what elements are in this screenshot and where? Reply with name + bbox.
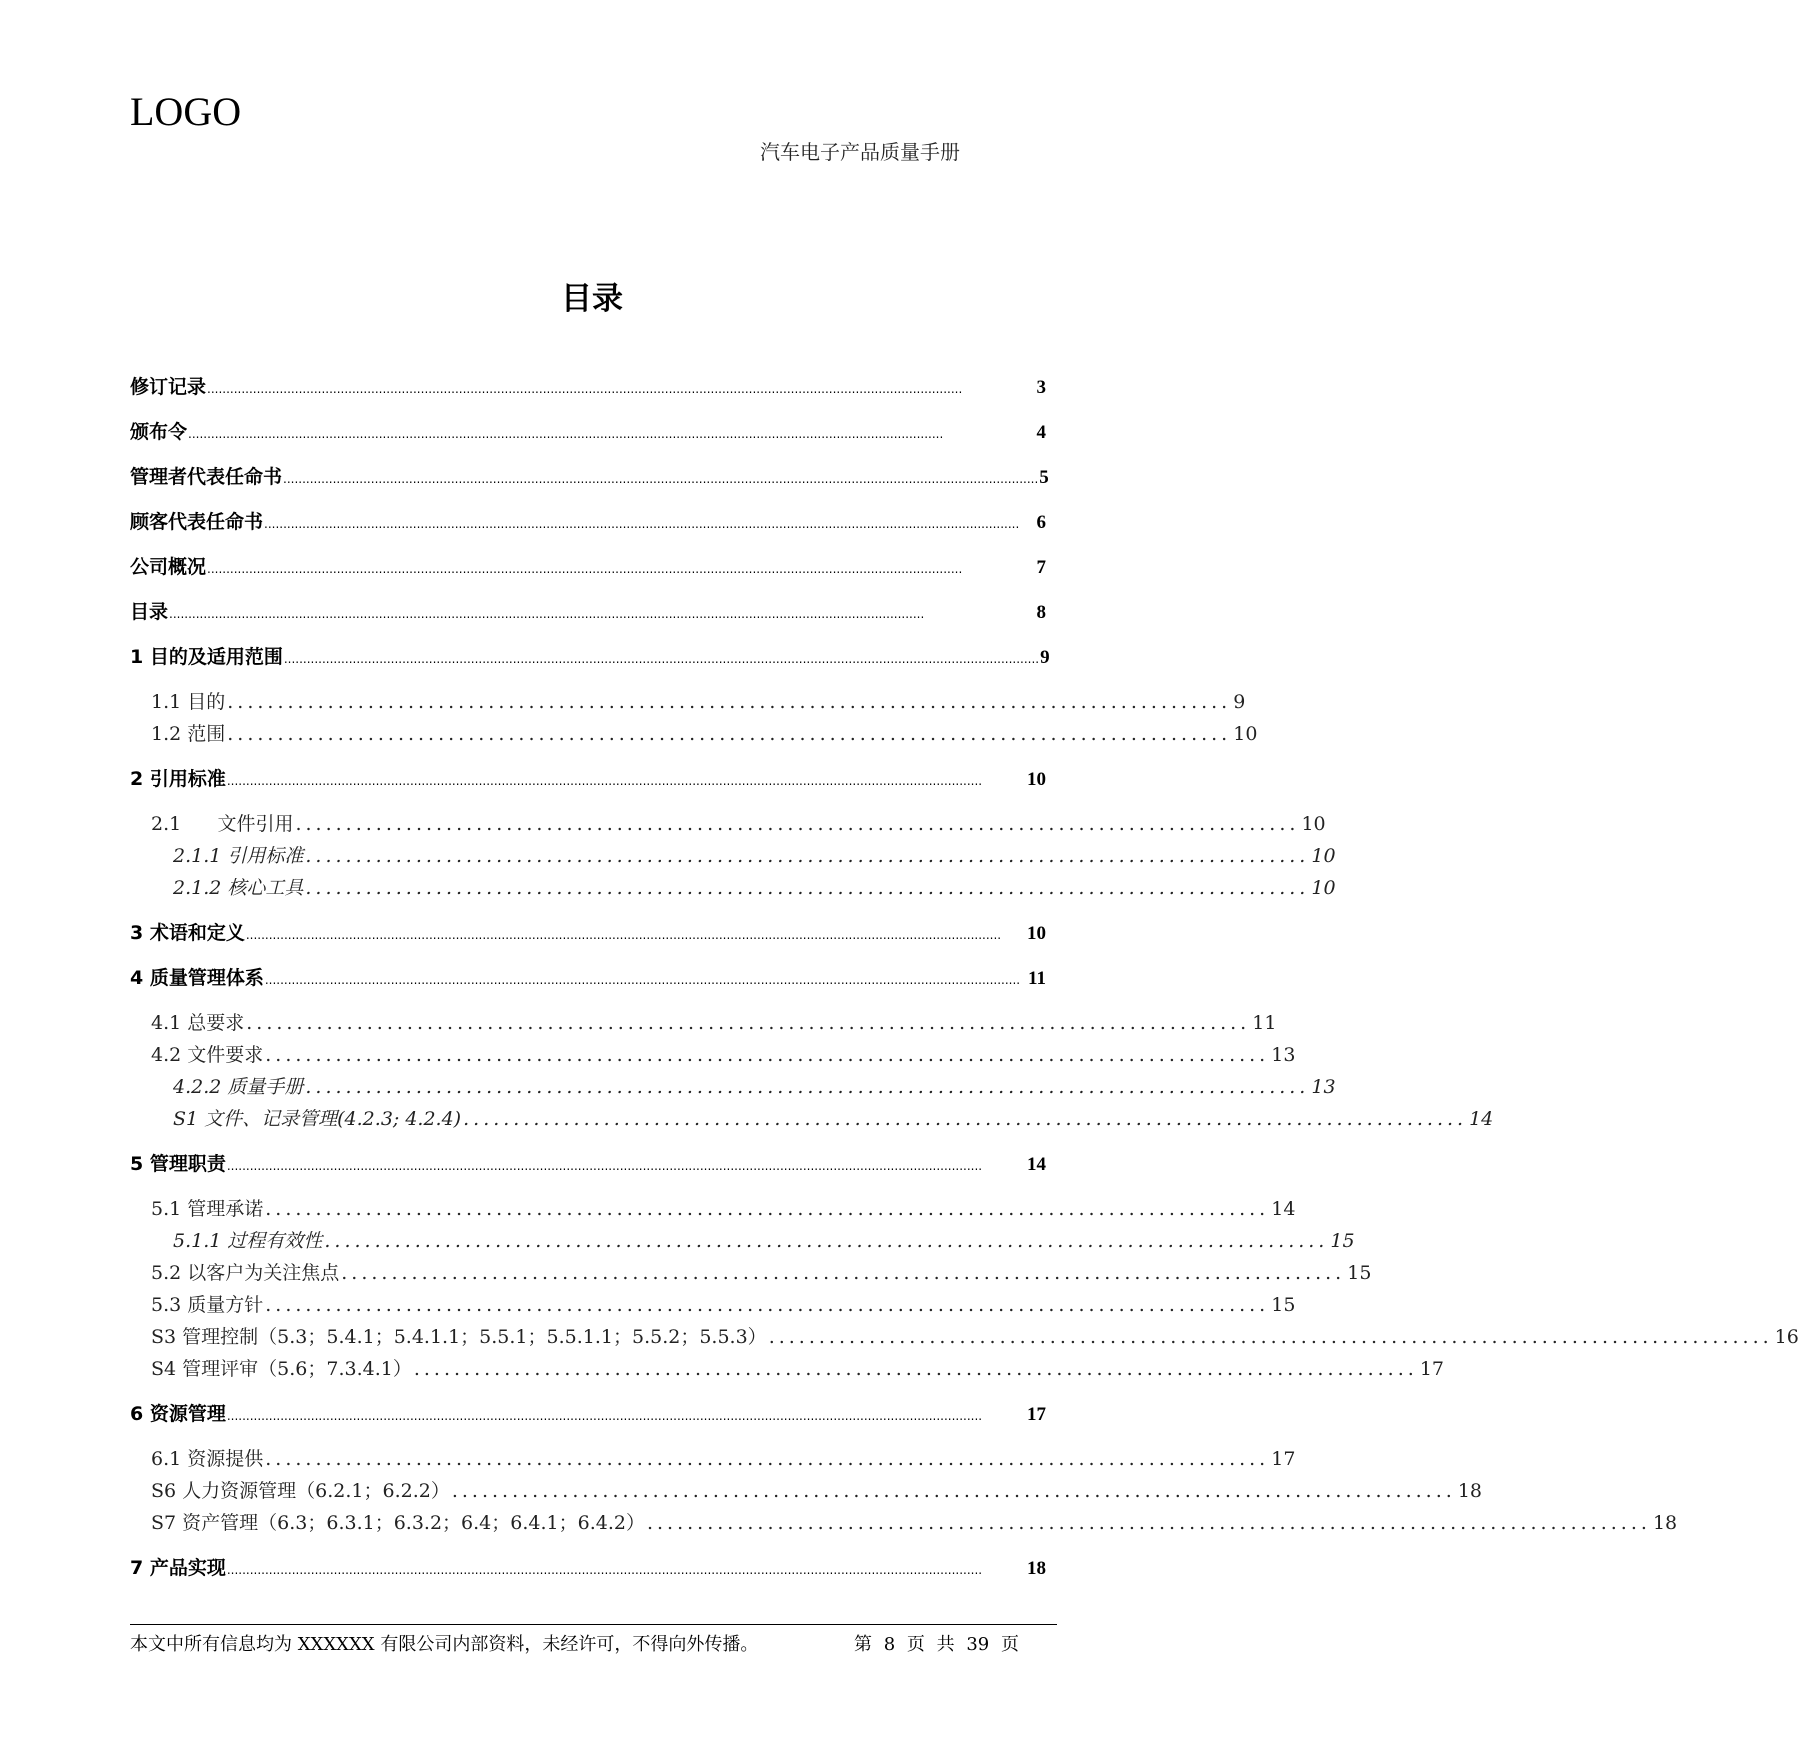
toc-entry[interactable] <box>173 875 1336 901</box>
footer-notice: 本文中所有信息均为 XXXXXX 有限公司内部资料，未经许可，不得向外传播。 <box>130 1634 759 1655</box>
leader-dots: .................................................................................................... <box>413 1358 1418 1380</box>
toc-entry[interactable] <box>130 1401 1046 1427</box>
leader-dots: .................................................................................................... <box>265 1044 1270 1066</box>
toc-entry-page: 17 <box>1419 1358 1444 1380</box>
toc-entry-label: S1 文件、记录管理(4.2.3; 4.2.4) <box>173 1108 462 1130</box>
toc-entry[interactable] <box>173 1228 1355 1254</box>
toc-entry-label: 4.2.2 质量手册 <box>173 1076 304 1098</box>
toc-entry-label: 5.2 以客户为关注焦点 <box>151 1262 340 1284</box>
leader-dots: ...................................................................................................................................................................................................... <box>226 774 983 788</box>
toc-entry[interactable] <box>130 644 1050 670</box>
toc-entry-label: 顾客代表任命书 <box>130 511 264 533</box>
toc-entry-label: 1 目的及适用范围 <box>130 646 283 668</box>
toc-entry[interactable] <box>130 374 1046 400</box>
toc-entry-page: 17 <box>1027 1404 1046 1425</box>
toc-entry-page: 8 <box>1036 602 1046 623</box>
leader-dots: .................................................................................................... <box>265 1198 1270 1220</box>
toc-entry-label: 1.2 范围 <box>151 723 226 745</box>
toc-entry[interactable] <box>130 599 1046 625</box>
leader-dots: ...................................................................................................................................................................................................... <box>188 427 944 441</box>
toc-entry-label: 5 管理职责 <box>130 1153 226 1175</box>
leader-dots: ...................................................................................................................................................................................................... <box>226 1159 983 1173</box>
toc-entry-page: 14 <box>1469 1108 1494 1130</box>
toc-entry-label: 4 质量管理体系 <box>130 967 264 989</box>
leader-dots: ...................................................................................................................................................................................................... <box>245 928 1002 942</box>
toc-entry-page: 7 <box>1036 557 1046 578</box>
toc-entry[interactable] <box>130 419 1046 445</box>
toc-entry-label: S6 人力资源管理（6.2.1；6.2.2） <box>151 1480 450 1502</box>
toc-entry[interactable] <box>130 766 1046 792</box>
leader-dots: ...................................................................................................................................................................................................... <box>207 382 963 396</box>
toc-entry-page: 16 <box>1774 1326 1799 1348</box>
toc-entry[interactable] <box>130 920 1046 946</box>
toc-entry-page: 13 <box>1271 1044 1296 1066</box>
toc-entry-page: 10 <box>1233 723 1258 745</box>
toc-entry[interactable] <box>130 965 1046 991</box>
toc-entry[interactable] <box>151 1478 1482 1504</box>
toc-entry-label: 2 引用标准 <box>130 768 226 790</box>
toc-entry[interactable] <box>151 1446 1296 1472</box>
toc-entry-label: 6 资源管理 <box>130 1403 226 1425</box>
toc-entry-page: 10 <box>1311 877 1336 899</box>
toc-entry-page: 10 <box>1027 923 1046 944</box>
toc-entry[interactable] <box>130 554 1046 580</box>
toc-entry[interactable] <box>151 1510 1678 1536</box>
toc-entry-label: 目录 <box>130 601 169 623</box>
toc-entry[interactable] <box>130 509 1046 535</box>
toc-entry-label: 3 术语和定义 <box>130 922 245 944</box>
toc-entry-label: 2.1.1 引用标准 <box>173 845 304 867</box>
leader-dots: ...................................................................................................................................................................................................... <box>283 472 1039 486</box>
toc-entry-label: 修订记录 <box>130 376 207 398</box>
leader-dots: .................................................................................................... <box>305 845 1310 867</box>
leader-dots: .................................................................................................... <box>227 691 1232 713</box>
toc-entry-page: 15 <box>1330 1230 1355 1252</box>
toc-entry-label: S4 管理评审（5.6；7.3.4.1） <box>151 1358 412 1380</box>
toc-heading: 目录 <box>561 281 623 317</box>
logo: LOGO <box>130 89 242 134</box>
leader-dots: ...................................................................................................................................................................................................... <box>207 562 963 576</box>
toc-entry-page: 5 <box>1039 467 1049 488</box>
leader-dots: .................................................................................................... <box>246 1012 1251 1034</box>
leader-dots: ...................................................................................................................................................................................................... <box>226 1409 983 1423</box>
toc-entry-label: 1.1 目的 <box>151 691 226 713</box>
page-number: 第 8 页 共 39 页 <box>854 1634 1019 1655</box>
leader-dots: ...................................................................................................................................................................................................... <box>283 652 1040 666</box>
leader-dots: ...................................................................................................................................................................................................... <box>264 517 1020 531</box>
toc-entry[interactable] <box>151 721 1258 747</box>
leader-dots: ...................................................................................................................................................................................................... <box>264 973 1021 987</box>
toc-entry[interactable] <box>173 1074 1336 1100</box>
toc-entry-label: 5.1 管理承诺 <box>151 1198 264 1220</box>
footer-divider <box>130 1624 1057 1625</box>
leader-dots: .................................................................................................... <box>295 813 1300 835</box>
leader-dots: ...................................................................................................................................................................................................... <box>226 1563 983 1577</box>
toc-entry-label: 2.1 文件引用 <box>151 813 294 835</box>
toc-entry-label: 管理者代表任命书 <box>130 466 283 488</box>
toc-entry[interactable] <box>151 1292 1296 1318</box>
toc-entry[interactable] <box>151 1260 1372 1286</box>
toc-entry-page: 17 <box>1271 1448 1296 1470</box>
toc-entry-page: 3 <box>1036 377 1046 398</box>
toc-entry-page: 18 <box>1652 1512 1678 1534</box>
leader-dots: .................................................................................................... <box>265 1294 1270 1316</box>
toc-entry-label: 4.1 总要求 <box>151 1012 245 1034</box>
toc-entry[interactable] <box>151 1042 1296 1068</box>
toc-entry-page: 14 <box>1027 1154 1046 1175</box>
toc-entry-label: S7 资产管理（6.3；6.3.1；6.3.2；6.4；6.4.1；6.4.2） <box>151 1512 645 1534</box>
leader-dots: .................................................................................................... <box>341 1262 1346 1284</box>
leader-dots: .................................................................................................... <box>324 1230 1329 1252</box>
toc-entry-page: 10 <box>1027 769 1046 790</box>
toc-entry-label: S3 管理控制（5.3；5.4.1；5.4.1.1；5.5.1；5.5.1.1；5.5.2；5.5.3） <box>151 1326 767 1348</box>
leader-dots: .................................................................................................... <box>451 1480 1456 1502</box>
toc-entry-label: 4.2 文件要求 <box>151 1044 264 1066</box>
document-title: 汽车电子产品质量手册 <box>760 140 960 164</box>
toc-entry-page: 10 <box>1301 813 1326 835</box>
toc-entry-label: 5.3 质量方针 <box>151 1294 264 1316</box>
leader-dots: .................................................................................................... <box>463 1108 1468 1130</box>
leader-dots: .................................................................................................... <box>305 877 1310 899</box>
leader-dots: .................................................................................................... <box>305 1076 1310 1098</box>
toc-entry[interactable] <box>151 1324 1799 1350</box>
toc-entry[interactable] <box>130 1151 1046 1177</box>
toc-entry-page: 4 <box>1036 422 1046 443</box>
toc-entry-label: 6.1 资源提供 <box>151 1448 264 1470</box>
toc-entry-label: 7 产品实现 <box>130 1557 226 1579</box>
toc-entry[interactable] <box>151 1010 1277 1036</box>
toc-entry-page: 11 <box>1252 1012 1277 1034</box>
toc-entry-page: 18 <box>1457 1480 1482 1502</box>
toc-entry-page: 14 <box>1271 1198 1296 1220</box>
toc-entry-page: 9 <box>1040 647 1050 668</box>
toc-entry-page: 6 <box>1036 512 1046 533</box>
toc-entry-label: 2.1.2 核心工具 <box>173 877 304 899</box>
toc-entry[interactable] <box>130 1555 1046 1581</box>
toc-entry-page: 15 <box>1271 1294 1296 1316</box>
leader-dots: ...................................................................................................................................................................................................... <box>169 607 925 621</box>
leader-dots: .................................................................................................... <box>768 1326 1773 1348</box>
leader-dots: .................................................................................................... <box>227 723 1232 745</box>
toc-entry-label: 颁布令 <box>130 421 188 443</box>
toc-entry-page: 11 <box>1028 968 1046 989</box>
toc-entry[interactable] <box>151 811 1326 837</box>
leader-dots: .................................................................................................... <box>265 1448 1270 1470</box>
toc-entry-label: 公司概况 <box>130 556 207 578</box>
toc-entry[interactable] <box>173 1106 1494 1132</box>
toc-entry[interactable] <box>151 1356 1444 1382</box>
toc-entry-page: 15 <box>1347 1262 1372 1284</box>
toc-entry-page: 18 <box>1027 1558 1046 1579</box>
toc-entry-page: 13 <box>1311 1076 1336 1098</box>
toc-entry[interactable] <box>173 843 1336 869</box>
toc-entry-page: 10 <box>1311 845 1336 867</box>
leader-dots: .................................................................................................... <box>646 1512 1651 1534</box>
toc-entry[interactable] <box>151 1196 1296 1222</box>
toc-entry[interactable] <box>151 689 1246 715</box>
toc-entry-label: 5.1.1 过程有效性 <box>173 1230 323 1252</box>
toc-entry[interactable] <box>130 464 1049 490</box>
toc-entry-page: 9 <box>1233 691 1246 713</box>
